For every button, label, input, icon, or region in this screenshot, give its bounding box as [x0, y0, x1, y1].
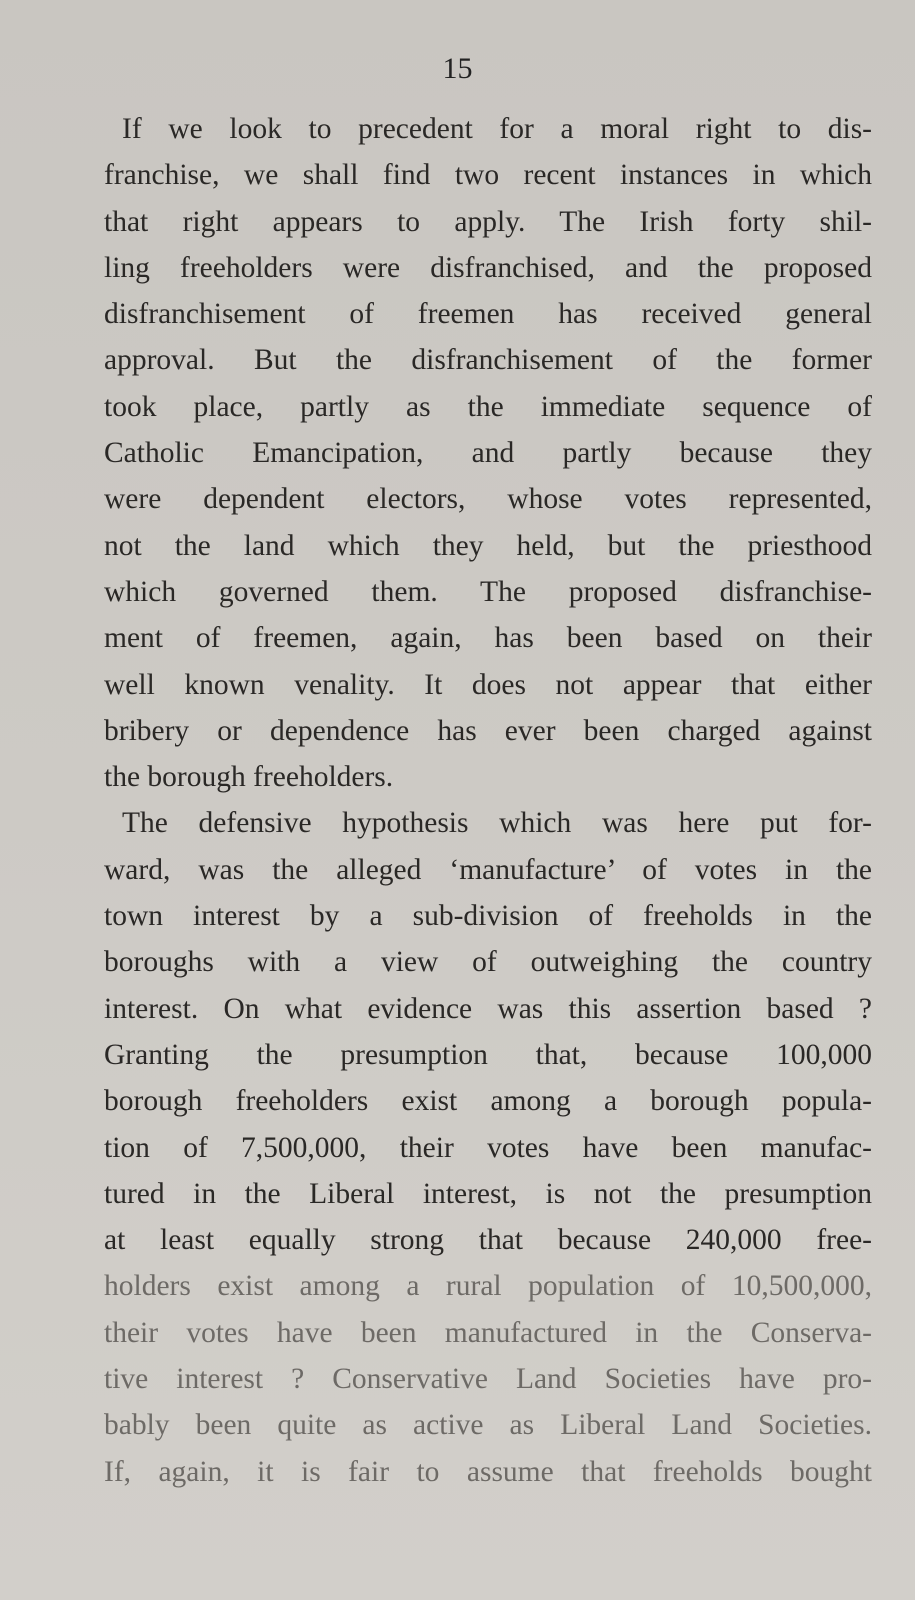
- text-line: bably been quite as active as Liberal Land Societies.: [104, 1409, 872, 1442]
- page-number: 15: [442, 52, 473, 85]
- text-line: Granting the presumption that, because 100,000: [104, 1038, 872, 1071]
- text-line: approval. But the disfranchisement of the former: [104, 344, 872, 377]
- text-line: bribery or dependence has ever been charged against: [104, 714, 872, 747]
- text-line: If, again, it is fair to assume that freeholds bought: [104, 1455, 872, 1488]
- paragraph: [104, 106, 872, 800]
- text-line: ment of freemen, again, has been based on their: [104, 622, 872, 655]
- text-line: Catholic Emancipation, and partly because they: [104, 437, 872, 470]
- text-line: that right appears to apply. The Irish forty shil-: [104, 205, 872, 238]
- text-line: boroughs with a view of outweighing the country: [104, 946, 872, 979]
- text-line: If we look to precedent for a moral right to dis-: [122, 113, 872, 145]
- text-line: The defensive hypothesis which was here put for-: [122, 807, 872, 840]
- text-line: ward, was the alleged ‘manufacture’ of votes in the: [104, 853, 872, 886]
- text-line: tive interest ? Conservative Land Societies have pro-: [104, 1363, 872, 1396]
- paragraph: [104, 800, 872, 1494]
- page-body: [104, 106, 872, 1495]
- text-line: tion of 7,500,000, their votes have been manufac-: [104, 1131, 872, 1164]
- text-line: borough freeholders exist among a borough popula-: [104, 1085, 872, 1118]
- text-line: town interest by a sub-division of freeholds in the: [104, 900, 872, 933]
- text-line: the borough freeholders.: [104, 761, 394, 794]
- text-line: holders exist among a rural population of 10,500,000,: [104, 1270, 872, 1303]
- text-line: took place, partly as the immediate sequence of: [104, 390, 872, 423]
- text-line: disfranchisement of freemen has received general: [104, 298, 872, 331]
- text-line: franchise, we shall find two recent instances in which: [104, 159, 872, 192]
- text-line: tured in the Liberal interest, is not the presumption: [104, 1177, 872, 1210]
- text-line: well known venality. It does not appear that either: [104, 668, 872, 701]
- text-line: at least equally strong that because 240,000 free-: [104, 1224, 872, 1257]
- text-line: their votes have been manufactured in the Conserva-: [104, 1316, 872, 1349]
- text-line: which governed them. The proposed disfranchise-: [104, 575, 872, 608]
- text-line: not the land which they held, but the priesthood: [104, 529, 872, 562]
- text-line: were dependent electors, whose votes represented,: [104, 483, 872, 516]
- text-line: ling freeholders were disfranchised, and the proposed: [104, 251, 872, 284]
- text-line: interest. On what evidence was this assertion based ?: [104, 992, 872, 1025]
